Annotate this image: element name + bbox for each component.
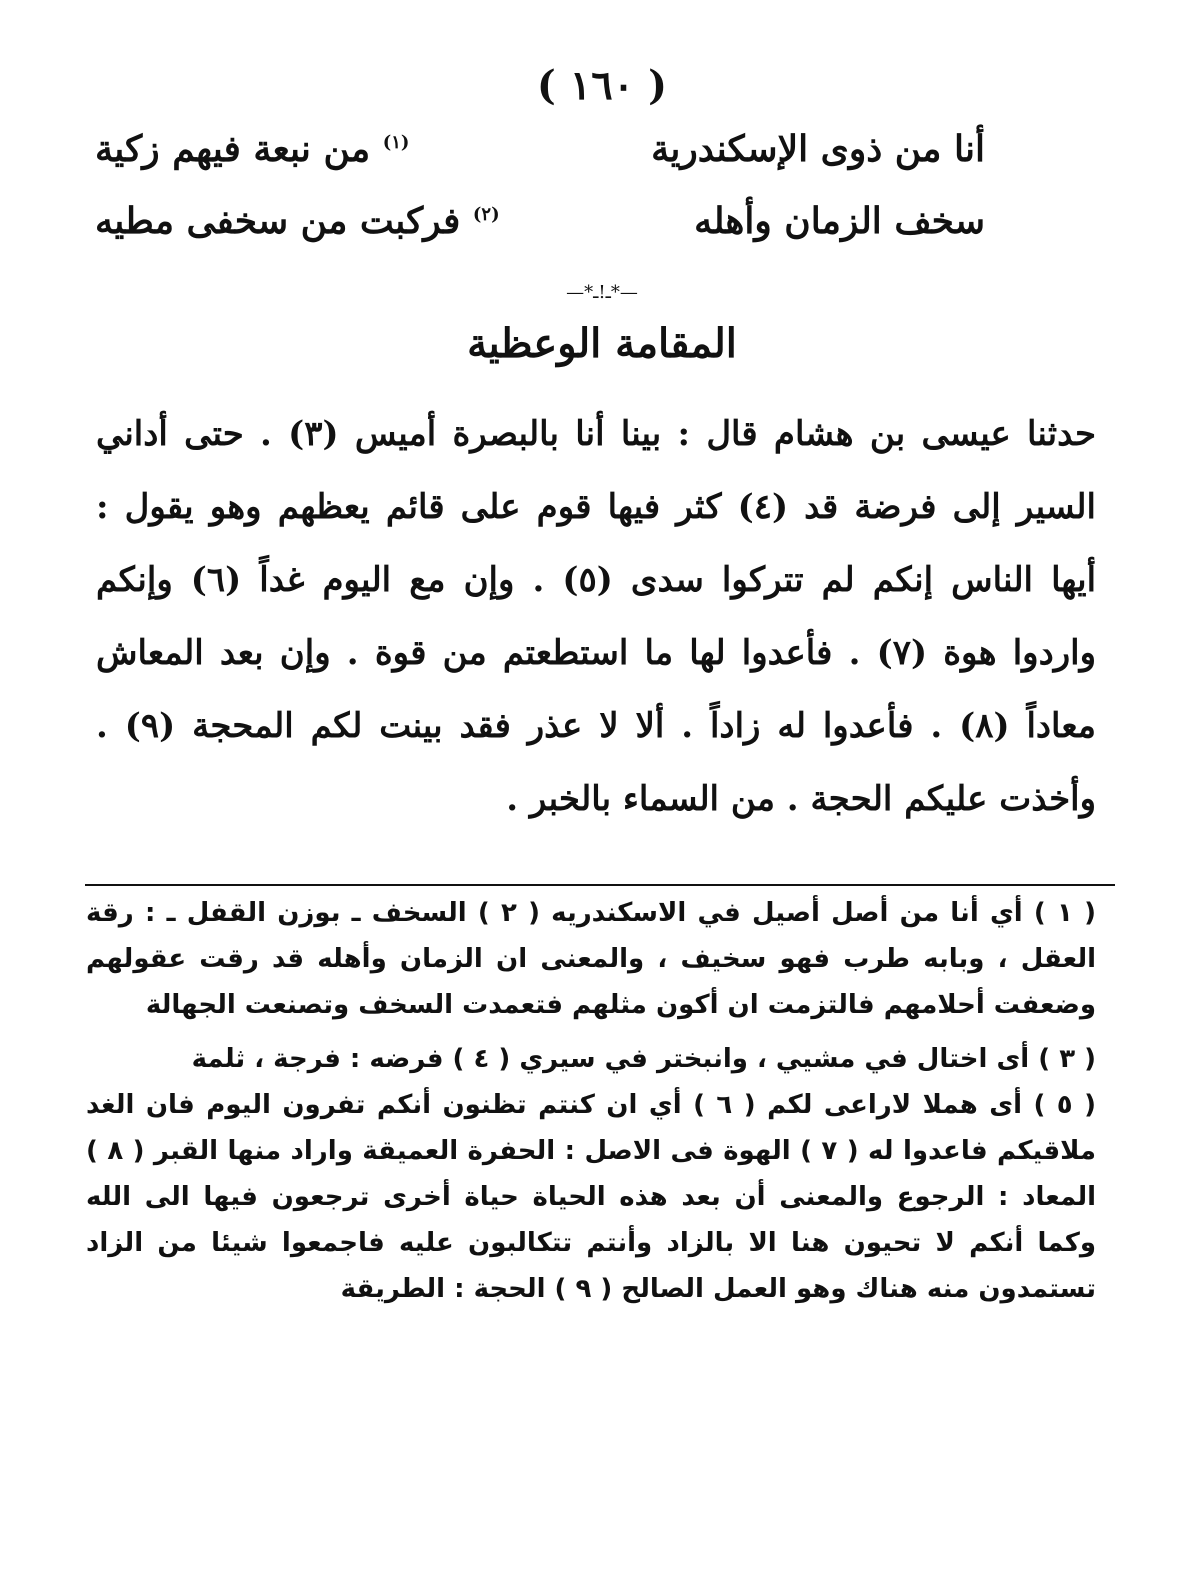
footnote-divider [85,884,1115,886]
footnote-block-1: ( ١ ) أي أنا من أصل أصيل في الاسكندريه ( ٢ ) السخف ـ بوزن القفل ـ : رقة العقل ، وبابه طرب فهو سخيف ، والمعنى ان الزمان وأهله قد رقت عقولهم وضعفت أحلامهم فالتزمت ان أكون مثلهم فتعمدت السخف وتصنعت الجهالة [86,898,1097,1020]
verse-2-first-hemistich: سخف الزمان وأهله [694,200,985,242]
footnotes [86,890,1096,1312]
footnote-block-2: ( ٣ ) أى اختال في مشيي ، وانبختر في سيري ( ٤ ) فرضه : فرجة ، ثلمة [191,1044,1096,1074]
verse-2-note: (٢) [472,204,500,225]
verse-1-note: (١) [382,132,410,153]
footnote-block-3: ( ٥ ) أى هملا لاراعى لكم ( ٦ ) أي ان كنتم تظنون أنكم تفرون اليوم فان الغد ملاقيكم فاعدوا له ( ٧ ) الهوة فى الاصل : الحفرة العميقة واراد منها القبر ( ٨ ) المعاد : الرجوع والمعنى أن بعد هذه الحياة حياة أخرى ترجعون فيها الى الله وكما أنكم لا تحيون هنا الا بالزاد وأنتم تتكالبون عليه فاجمعوا شيئا من الزاد تستمدون منه هناك وهو العمل الصالح ( ٩ ) الحجة : الطريقة [86,1090,1097,1304]
verse-line-1 [95,128,985,198]
main-text: حدثنا عيسى بن هشام قال : بينا أنا بالبصرة أميس (٣) . حتى أداني السير إلى فرضة قد (٤) كثر فيها قوم على قائم يعظهم وهو يقول : أيها الناس إنكم لم تتركوا سدى (٥) . وإن مع اليوم غداً (٦) وإنكم واردوا هوة (٧) . فأعدوا لها ما استطعتم من قوة . وإن بعد المعاش معاداً (٨) . فأعدوا له زاداً . ألا لا عذر فقد بينت لكم المحجة (٩) . وأخذت عليكم الحجة . من السماء بالخبر . [96,414,1097,819]
section-ornament: —*ـ!ـ*— [566,282,638,303]
section-title: المقامة الوعظية [467,320,737,367]
verse-2-second-hemistich: $^{(٢)}$ فركبت من سخفى مطيه [95,200,500,242]
verse-1-first-hemistich: أنا من ذوى الإسكندرية [651,128,985,170]
verse-1-second-hemistich: $^{(١)}$ من نبعة فيهم زكية [95,128,410,170]
page-number: ( ١٦٠ ) [536,62,668,109]
verse-line-2 [95,200,985,270]
